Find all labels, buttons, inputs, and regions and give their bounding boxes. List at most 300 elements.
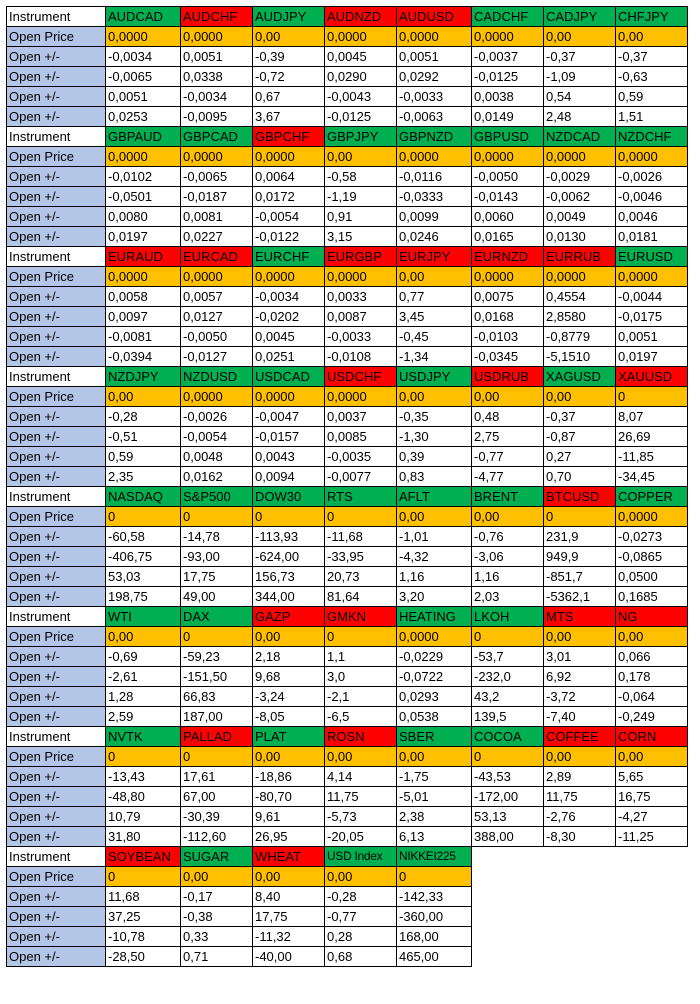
instrument-name-cell: ROSN <box>325 727 397 747</box>
delta-cell: 0,91 <box>325 207 397 227</box>
delta-row <box>7 167 688 187</box>
delta-cell: 2,18 <box>253 647 325 667</box>
open-price-cell: 0 <box>181 747 253 767</box>
open-price-cell: 0,00 <box>544 747 616 767</box>
open-price-cell: 0,00 <box>253 27 325 47</box>
delta-cell: -0,0063 <box>397 107 472 127</box>
delta-label: Open +/- <box>7 187 106 207</box>
delta-cell: 0,0292 <box>397 67 472 87</box>
open-price-label: Open Price <box>7 627 106 647</box>
instrument-name-cell: HEATING <box>397 607 472 627</box>
instrument-header-row <box>7 247 688 267</box>
instrument-header-row <box>7 127 688 147</box>
instrument-name-cell: WHEAT <box>253 847 325 867</box>
delta-cell: -0,0047 <box>253 407 325 427</box>
delta-cell: 0,0099 <box>397 207 472 227</box>
delta-cell: -0,0081 <box>106 327 181 347</box>
delta-cell: -0,38 <box>181 907 253 927</box>
delta-cell: 0,0051 <box>616 327 688 347</box>
delta-cell: 26,69 <box>616 427 688 447</box>
delta-cell: 2,03 <box>472 587 544 607</box>
delta-label: Open +/- <box>7 767 106 787</box>
delta-cell: 0,0037 <box>325 407 397 427</box>
delta-cell: -0,0046 <box>616 187 688 207</box>
delta-row <box>7 807 688 827</box>
open-price-cell: 0,00 <box>325 747 397 767</box>
delta-cell: 0,0130 <box>544 227 616 247</box>
delta-label: Open +/- <box>7 327 106 347</box>
instrument-name-cell: S&P500 <box>181 487 253 507</box>
delta-row <box>7 347 688 367</box>
delta-cell: -11,32 <box>253 927 325 947</box>
open-price-cell: 0,00 <box>181 867 253 887</box>
empty-cell <box>544 867 616 887</box>
delta-cell: -48,80 <box>106 787 181 807</box>
delta-cell: 17,75 <box>181 567 253 587</box>
open-price-row <box>7 867 688 887</box>
delta-cell: 0,0168 <box>472 307 544 327</box>
delta-cell: -0,0127 <box>181 347 253 367</box>
instrument-name-cell: GBPAUD <box>106 127 181 147</box>
delta-cell: 0,0181 <box>616 227 688 247</box>
instrument-name-cell: AUDUSD <box>397 7 472 27</box>
delta-label: Open +/- <box>7 47 106 67</box>
delta-cell: -20,05 <box>325 827 397 847</box>
delta-cell: -5,1510 <box>544 347 616 367</box>
delta-row <box>7 767 688 787</box>
instrument-name-cell: CADCHF <box>472 7 544 27</box>
delta-cell: 3,15 <box>325 227 397 247</box>
open-price-cell: 0,0000 <box>472 267 544 287</box>
delta-label: Open +/- <box>7 587 106 607</box>
delta-cell: -1,34 <box>397 347 472 367</box>
delta-cell: -34,45 <box>616 467 688 487</box>
delta-label: Open +/- <box>7 707 106 727</box>
delta-cell: -0,28 <box>325 887 397 907</box>
instrument-name-cell: WTI <box>106 607 181 627</box>
instrument-name-cell: AUDNZD <box>325 7 397 27</box>
instrument-name-cell: DOW30 <box>253 487 325 507</box>
delta-cell: -0,0037 <box>472 47 544 67</box>
delta-cell: -0,77 <box>325 907 397 927</box>
open-price-cell: 0,00 <box>325 147 397 167</box>
delta-row <box>7 227 688 247</box>
delta-cell: -59,23 <box>181 647 253 667</box>
delta-cell: -28,50 <box>106 947 181 967</box>
delta-row <box>7 287 688 307</box>
instrument-name-cell: XAUUSD <box>616 367 688 387</box>
delta-cell: 0,1685 <box>616 587 688 607</box>
delta-cell: 1,16 <box>397 567 472 587</box>
open-price-cell: 0,0000 <box>253 267 325 287</box>
delta-cell: -0,0125 <box>472 67 544 87</box>
empty-cell <box>616 927 688 947</box>
delta-cell: 2,59 <box>106 707 181 727</box>
delta-cell: -0,63 <box>616 67 688 87</box>
instrument-name-cell: GBPUSD <box>472 127 544 147</box>
open-price-cell: 0 <box>397 867 472 887</box>
delta-cell: 0,59 <box>616 87 688 107</box>
delta-cell: -5362,1 <box>544 587 616 607</box>
delta-cell: 0,0033 <box>325 287 397 307</box>
delta-cell: -0,17 <box>181 887 253 907</box>
delta-cell: -232,0 <box>472 667 544 687</box>
delta-cell: 2,48 <box>544 107 616 127</box>
delta-cell: -0,76 <box>472 527 544 547</box>
open-price-cell: 0 <box>181 507 253 527</box>
delta-label: Open +/- <box>7 67 106 87</box>
open-price-cell: 0,0000 <box>253 387 325 407</box>
open-price-cell: 0 <box>181 627 253 647</box>
delta-label: Open +/- <box>7 287 106 307</box>
delta-cell: 231,9 <box>544 527 616 547</box>
delta-cell: -0,0345 <box>472 347 544 367</box>
delta-row <box>7 87 688 107</box>
delta-cell: -0,37 <box>544 407 616 427</box>
delta-cell: 5,65 <box>616 767 688 787</box>
instrument-label: Instrument <box>7 7 106 27</box>
delta-label: Open +/- <box>7 827 106 847</box>
delta-label: Open +/- <box>7 567 106 587</box>
delta-label: Open +/- <box>7 87 106 107</box>
delta-cell: 0,0162 <box>181 467 253 487</box>
delta-cell: 0,68 <box>325 947 397 967</box>
open-price-cell: 0,0000 <box>472 27 544 47</box>
open-price-cell: 0,00 <box>253 627 325 647</box>
delta-cell: 0,0087 <box>325 307 397 327</box>
delta-cell: 0,54 <box>544 87 616 107</box>
delta-cell: -33,95 <box>325 547 397 567</box>
empty-cell <box>472 847 544 867</box>
delta-row <box>7 547 688 567</box>
delta-cell: 0,0127 <box>181 307 253 327</box>
delta-cell: -0,0229 <box>397 647 472 667</box>
open-price-label: Open Price <box>7 27 106 47</box>
delta-cell: 0,0080 <box>106 207 181 227</box>
delta-row <box>7 587 688 607</box>
delta-cell: 0,59 <box>106 447 181 467</box>
open-price-cell: 0,00 <box>472 507 544 527</box>
open-price-cell: 0,0000 <box>325 387 397 407</box>
instrument-name-cell: EURCHF <box>253 247 325 267</box>
delta-cell: -0,064 <box>616 687 688 707</box>
open-price-cell: 0,00 <box>544 27 616 47</box>
delta-cell: -80,70 <box>253 787 325 807</box>
empty-cell <box>544 907 616 927</box>
delta-cell: 16,75 <box>616 787 688 807</box>
delta-cell: -8,05 <box>253 707 325 727</box>
open-price-cell: 0,0000 <box>325 27 397 47</box>
delta-cell: 0,39 <box>397 447 472 467</box>
instrument-name-cell: GMKN <box>325 607 397 627</box>
delta-cell: 949,9 <box>544 547 616 567</box>
delta-cell: 0,0293 <box>397 687 472 707</box>
delta-cell: -0,0034 <box>106 47 181 67</box>
instrument-name-cell: USD Index <box>325 847 397 867</box>
instrument-name-cell: EURAUD <box>106 247 181 267</box>
delta-cell: -0,0033 <box>325 327 397 347</box>
delta-cell: 20,73 <box>325 567 397 587</box>
delta-row <box>7 567 688 587</box>
delta-cell: -0,0035 <box>325 447 397 467</box>
open-price-label: Open Price <box>7 867 106 887</box>
delta-cell: 0,0046 <box>616 207 688 227</box>
open-price-cell: 0,00 <box>616 747 688 767</box>
instrument-name-cell: USDJPY <box>397 367 472 387</box>
delta-cell: 2,89 <box>544 767 616 787</box>
delta-row <box>7 707 688 727</box>
delta-cell: 2,75 <box>472 427 544 447</box>
delta-cell: -0,72 <box>253 67 325 87</box>
delta-cell: 0,0097 <box>106 307 181 327</box>
open-price-cell: 0,00 <box>397 747 472 767</box>
delta-cell: -0,249 <box>616 707 688 727</box>
delta-cell: -0,0157 <box>253 427 325 447</box>
delta-row <box>7 827 688 847</box>
open-price-cell: 0 <box>253 507 325 527</box>
open-price-row <box>7 627 688 647</box>
delta-cell: -1,19 <box>325 187 397 207</box>
empty-cell <box>616 887 688 907</box>
delta-cell: -43,53 <box>472 767 544 787</box>
delta-cell: -0,0034 <box>253 287 325 307</box>
delta-cell: 0,0538 <box>397 707 472 727</box>
delta-label: Open +/- <box>7 347 106 367</box>
delta-cell: 3,0 <box>325 667 397 687</box>
delta-cell: 139,5 <box>472 707 544 727</box>
delta-label: Open +/- <box>7 307 106 327</box>
open-price-cell: 0,00 <box>544 627 616 647</box>
delta-cell: 6,92 <box>544 667 616 687</box>
delta-cell: -6,5 <box>325 707 397 727</box>
instrument-label: Instrument <box>7 367 106 387</box>
instrument-header-row <box>7 847 688 867</box>
delta-cell: 0,0253 <box>106 107 181 127</box>
delta-label: Open +/- <box>7 667 106 687</box>
instrument-name-cell: CADJPY <box>544 7 616 27</box>
delta-cell: 0,0197 <box>616 347 688 367</box>
delta-cell: -0,0054 <box>253 207 325 227</box>
empty-cell <box>472 927 544 947</box>
instrument-name-cell: USDRUB <box>472 367 544 387</box>
delta-row <box>7 467 688 487</box>
delta-cell: -0,0095 <box>181 107 253 127</box>
delta-cell: -0,28 <box>106 407 181 427</box>
delta-cell: -0,0044 <box>616 287 688 307</box>
delta-label: Open +/- <box>7 887 106 907</box>
delta-cell: -8,30 <box>544 827 616 847</box>
open-price-cell: 0,0000 <box>397 627 472 647</box>
delta-cell: 37,25 <box>106 907 181 927</box>
open-price-label: Open Price <box>7 147 106 167</box>
instrument-label: Instrument <box>7 487 106 507</box>
open-price-cell: 0 <box>106 507 181 527</box>
delta-cell: -0,51 <box>106 427 181 447</box>
delta-cell: -624,00 <box>253 547 325 567</box>
delta-cell: 81,64 <box>325 587 397 607</box>
delta-cell: 9,61 <box>253 807 325 827</box>
delta-cell: -360,00 <box>397 907 472 927</box>
delta-row <box>7 407 688 427</box>
instrument-name-cell: GBPNZD <box>397 127 472 147</box>
delta-cell: 168,00 <box>397 927 472 947</box>
delta-label: Open +/- <box>7 167 106 187</box>
empty-cell <box>472 867 544 887</box>
delta-cell: -0,39 <box>253 47 325 67</box>
delta-row <box>7 187 688 207</box>
delta-label: Open +/- <box>7 927 106 947</box>
open-price-cell: 0,0000 <box>472 147 544 167</box>
delta-cell: 0,0085 <box>325 427 397 447</box>
delta-cell: -406,75 <box>106 547 181 567</box>
delta-cell: -0,87 <box>544 427 616 447</box>
instrument-name-cell: NZDJPY <box>106 367 181 387</box>
instrument-label: Instrument <box>7 727 106 747</box>
delta-cell: 2,8580 <box>544 307 616 327</box>
instrument-name-cell: EURGBP <box>325 247 397 267</box>
delta-cell: 0,0338 <box>181 67 253 87</box>
delta-cell: -0,0143 <box>472 187 544 207</box>
delta-cell: -142,33 <box>397 887 472 907</box>
open-price-cell: 0,0000 <box>616 147 688 167</box>
delta-row <box>7 667 688 687</box>
delta-cell: -7,40 <box>544 707 616 727</box>
open-price-cell: 0,00 <box>616 27 688 47</box>
open-price-cell: 0,00 <box>253 867 325 887</box>
delta-label: Open +/- <box>7 947 106 967</box>
delta-cell: -0,0026 <box>181 407 253 427</box>
delta-label: Open +/- <box>7 687 106 707</box>
instrument-header-row <box>7 607 688 627</box>
delta-cell: 0,0058 <box>106 287 181 307</box>
instrument-name-cell: AUDCHF <box>181 7 253 27</box>
open-price-cell: 0 <box>616 387 688 407</box>
open-price-row <box>7 27 688 47</box>
delta-cell: -10,78 <box>106 927 181 947</box>
instrument-header-row <box>7 727 688 747</box>
delta-cell: 0,0246 <box>397 227 472 247</box>
open-price-cell: 0,0000 <box>181 147 253 167</box>
delta-cell: -60,58 <box>106 527 181 547</box>
delta-cell: -0,0103 <box>472 327 544 347</box>
delta-label: Open +/- <box>7 207 106 227</box>
instrument-name-cell: EURCAD <box>181 247 253 267</box>
instrument-name-cell: GBPCHF <box>253 127 325 147</box>
delta-row <box>7 427 688 447</box>
delta-cell: 8,40 <box>253 887 325 907</box>
open-price-cell: 0,0000 <box>325 267 397 287</box>
delta-cell: -851,7 <box>544 567 616 587</box>
open-price-cell: 0,00 <box>397 507 472 527</box>
delta-cell: -0,0273 <box>616 527 688 547</box>
open-price-cell: 0,0000 <box>106 27 181 47</box>
instrument-name-cell: COFFEE <box>544 727 616 747</box>
delta-cell: 0,0045 <box>325 47 397 67</box>
delta-label: Open +/- <box>7 227 106 247</box>
delta-row <box>7 207 688 227</box>
delta-cell: -0,0116 <box>397 167 472 187</box>
delta-cell: -0,0865 <box>616 547 688 567</box>
delta-cell: -30,39 <box>181 807 253 827</box>
instrument-name-cell: NZDCHF <box>616 127 688 147</box>
instrument-name-cell: MTS <box>544 607 616 627</box>
delta-cell: 0,4554 <box>544 287 616 307</box>
delta-cell: 31,80 <box>106 827 181 847</box>
empty-cell <box>616 947 688 967</box>
delta-cell: -0,0394 <box>106 347 181 367</box>
delta-label: Open +/- <box>7 407 106 427</box>
delta-cell: 11,75 <box>544 787 616 807</box>
instrument-name-cell: CORN <box>616 727 688 747</box>
delta-cell: -93,00 <box>181 547 253 567</box>
instrument-name-cell: GBPJPY <box>325 127 397 147</box>
delta-row <box>7 907 688 927</box>
delta-label: Open +/- <box>7 447 106 467</box>
delta-cell: -11,68 <box>325 527 397 547</box>
delta-cell: 0,0172 <box>253 187 325 207</box>
delta-cell: 0,178 <box>616 667 688 687</box>
instrument-name-cell: BRENT <box>472 487 544 507</box>
instrument-label: Instrument <box>7 607 106 627</box>
instrument-name-cell: AFLT <box>397 487 472 507</box>
delta-cell: 0,0197 <box>106 227 181 247</box>
delta-cell: -0,0065 <box>181 167 253 187</box>
delta-cell: 1,1 <box>325 647 397 667</box>
delta-label: Open +/- <box>7 787 106 807</box>
delta-cell: -40,00 <box>253 947 325 967</box>
delta-cell: 3,45 <box>397 307 472 327</box>
open-price-row <box>7 267 688 287</box>
delta-cell: 0,0081 <box>181 207 253 227</box>
delta-cell: 8,07 <box>616 407 688 427</box>
instrument-name-cell: EURRUB <box>544 247 616 267</box>
open-price-cell: 0 <box>544 507 616 527</box>
delta-cell: -4,27 <box>616 807 688 827</box>
delta-label: Open +/- <box>7 467 106 487</box>
open-price-cell: 0,00 <box>472 387 544 407</box>
open-price-cell: 0,0000 <box>181 267 253 287</box>
delta-cell: -0,0034 <box>181 87 253 107</box>
delta-label: Open +/- <box>7 647 106 667</box>
open-price-row <box>7 387 688 407</box>
open-price-cell: 0,0000 <box>616 507 688 527</box>
open-price-cell: 0,00 <box>253 747 325 767</box>
instrument-header-row <box>7 7 688 27</box>
delta-cell: -0,0043 <box>325 87 397 107</box>
open-price-cell: 0,00 <box>616 627 688 647</box>
delta-cell: -5,73 <box>325 807 397 827</box>
delta-cell: 43,2 <box>472 687 544 707</box>
delta-cell: 0,83 <box>397 467 472 487</box>
delta-cell: 0,0064 <box>253 167 325 187</box>
empty-cell <box>472 947 544 967</box>
delta-cell: -2,76 <box>544 807 616 827</box>
delta-cell: 2,38 <box>397 807 472 827</box>
delta-cell: 0,0038 <box>472 87 544 107</box>
open-price-cell: 0,0000 <box>253 147 325 167</box>
delta-row <box>7 787 688 807</box>
instrument-name-cell: AUDJPY <box>253 7 325 27</box>
open-price-cell: 0 <box>106 747 181 767</box>
delta-cell: 17,75 <box>253 907 325 927</box>
delta-cell: -0,35 <box>397 407 472 427</box>
instrument-name-cell: AUDCAD <box>106 7 181 27</box>
delta-label: Open +/- <box>7 427 106 447</box>
delta-cell: -0,0050 <box>472 167 544 187</box>
delta-cell: 0,0060 <box>472 207 544 227</box>
delta-cell: 11,68 <box>106 887 181 907</box>
delta-cell: 2,35 <box>106 467 181 487</box>
